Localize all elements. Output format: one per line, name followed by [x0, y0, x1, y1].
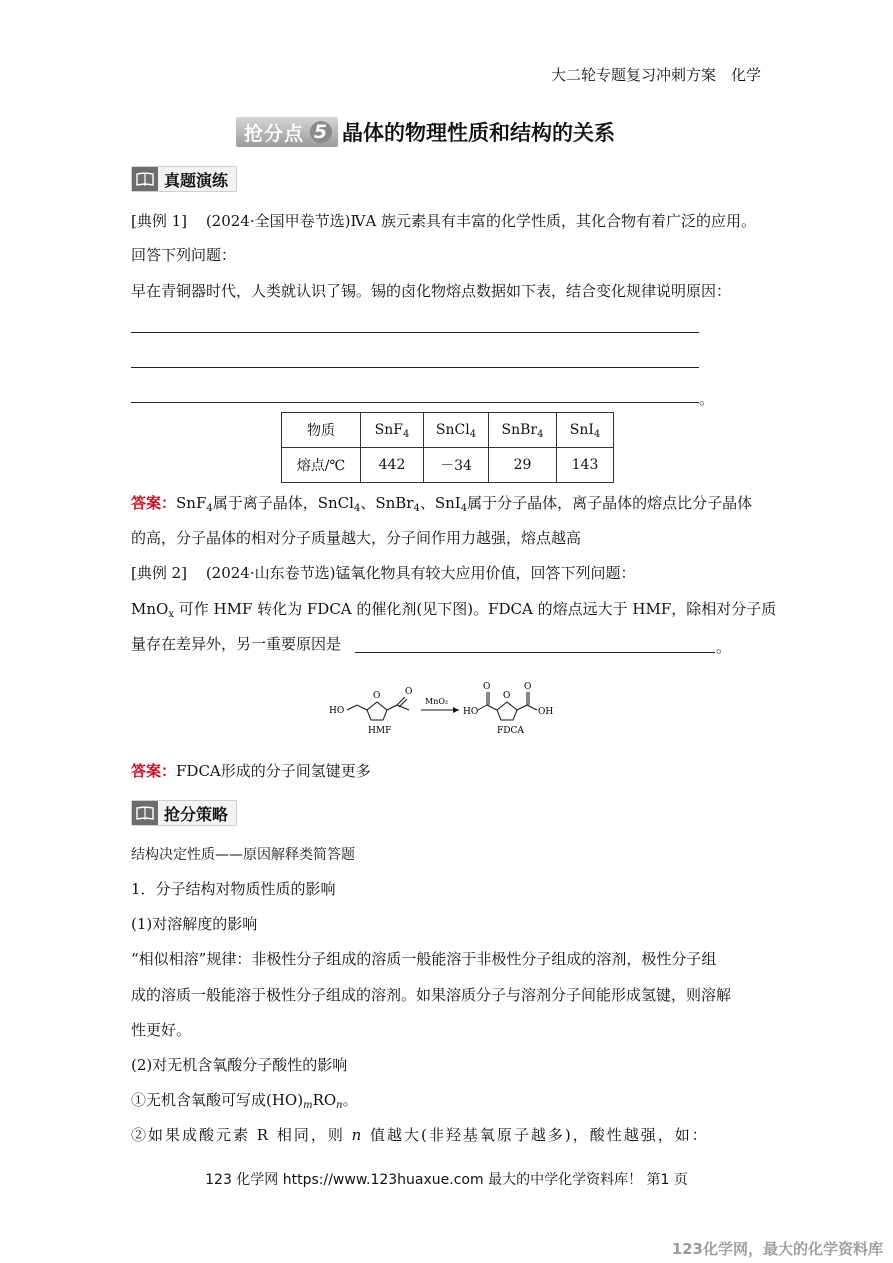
- zhenti-heading: [131, 166, 237, 192]
- table-cell: 442: [361, 448, 424, 483]
- period-mark: 。: [699, 390, 715, 408]
- answer-label: 答案：: [131, 762, 177, 780]
- strategy-item-2: ②如果成酸元素 R 相同，则 n 值越大(非羟基氧原子越多)，酸性越强，如：: [131, 1126, 709, 1144]
- table-cell: －34: [424, 448, 489, 483]
- hmf-label: HMF: [368, 726, 392, 736]
- section-badge: [236, 117, 338, 147]
- answer-blank-2[interactable]: [131, 367, 699, 368]
- celue-heading: [131, 800, 237, 826]
- example1-source: (2024·全国甲卷节选): [205, 212, 351, 230]
- strategy-point-1: 1．分子结构对物质性质的影响: [131, 880, 336, 898]
- answer-blank-4[interactable]: [355, 652, 715, 653]
- table-cell: 143: [557, 448, 614, 483]
- table-cell: SnBr$_4$: [489, 413, 557, 448]
- strategy-text-1: “相似相溶”规律：非极性分子组成的溶质一般能溶于非极性分子组成的溶剂，极性分子组: [131, 950, 717, 968]
- table-row: [282, 413, 614, 448]
- example2-intro: 锰氧化物具有较大应用价值，回答下列问题：: [335, 564, 636, 582]
- hmf-aldehyde-o: O: [405, 687, 413, 697]
- strategy-sub-1: (1)对溶解度的影响: [131, 915, 258, 933]
- strategy-item-1: ①无机含氧酸可写成$(HO)_mRO_n$。: [131, 1091, 358, 1111]
- answer-blank-1[interactable]: [131, 332, 699, 333]
- answer1-line1: 答案：SnF$_4$属于离子晶体，SnCl$_4$、SnBr$_4$、SnI$_4$属于分子晶体，离子晶体的熔点比分子晶体: [131, 494, 753, 514]
- strategy-text-2: 成的溶质一般能溶于极性分子组成的溶剂。如果溶质分子与溶剂分子间能形成氢键，则溶解: [131, 986, 732, 1004]
- strategy-sub-2: (2)对无机含氧酸分子酸性的影响: [131, 1056, 348, 1074]
- hmf-ho-label: HO: [329, 706, 345, 716]
- fdca-o-left: O: [483, 682, 491, 692]
- answer1-line2: 的高，分子晶体的相对分子质量越大，分子间作用力越强，熔点越高: [131, 529, 582, 547]
- fdca-o-right: O: [524, 682, 532, 692]
- book-icon: [132, 167, 158, 191]
- catalyst-label: MnO₂: [425, 697, 449, 706]
- watermark: 123化学网，最大的化学资料库: [671, 1240, 883, 1258]
- example1-line: [131, 211, 756, 231]
- period-mark: 。: [716, 638, 732, 656]
- example1-prompt: 回答下列问题：: [131, 246, 237, 264]
- table-header-cell: 物质: [282, 413, 361, 448]
- example1-tag: [典例 1]: [131, 212, 188, 230]
- answer-blank-3[interactable]: [131, 402, 699, 403]
- celue-label: 抢分策略: [164, 804, 229, 824]
- answer-label: 答案：: [131, 494, 177, 512]
- example2-tag: [典例 2]: [131, 564, 188, 582]
- melting-point-table: [281, 412, 614, 483]
- example2-question: MnO$_x$ 可作 HMF 转化为 FDCA 的催化剂(见下图)。FDCA 的熔点远大于 HMF，除相对分子质: [131, 600, 777, 620]
- section-title: [236, 117, 615, 147]
- zhenti-label: 真题演练: [164, 170, 229, 190]
- fdca-ho-left: HO: [463, 707, 479, 717]
- example1-question: 早在青铜器时代，人类就认识了锡。锡的卤化物熔点数据如下表，结合变化规律说明原因：: [131, 282, 732, 300]
- book-icon: [132, 801, 158, 825]
- example1-intro: ⅣA 族元素具有丰富的化学性质，其化合物有着广泛的应用。: [350, 212, 757, 230]
- page-footer: 123 化学网 https://www.123huaxue.com 最大的中学化学资料库！ 第1 页: [205, 1172, 688, 1188]
- strategy-text-3: 性更好。: [131, 1021, 192, 1039]
- example2-line: [131, 563, 635, 583]
- table-cell: 29: [489, 448, 557, 483]
- badge-label: 抢分点: [244, 122, 305, 145]
- hmf-ring-o: O: [373, 691, 381, 701]
- fdca-oh-right: OH: [538, 707, 554, 717]
- table-header-cell: 熔点/℃: [282, 448, 361, 483]
- example2-source: (2024·山东卷节选): [205, 564, 336, 582]
- table-cell: SnCl$_4$: [424, 413, 489, 448]
- table-cell: SnI$_4$: [557, 413, 614, 448]
- badge-number: 5: [310, 121, 332, 143]
- example2-question-line2: 量存在差异外，另一重要原因是: [131, 635, 342, 653]
- answer2-line: 答案：FDCA形成的分子间氢键更多: [131, 762, 371, 780]
- reaction-scheme: [325, 674, 575, 744]
- page-header: 大二轮专题复习冲刺方案 化学: [550, 66, 761, 84]
- fdca-ring-o: O: [503, 691, 511, 701]
- table-cell: SnF$_4$: [361, 413, 424, 448]
- strategy-title: 结构决定性质——原因解释类简答题: [131, 847, 355, 863]
- section-heading: 晶体的物理性质和结构的关系: [342, 121, 616, 145]
- fdca-label: FDCA: [497, 726, 524, 736]
- table-row: [282, 448, 614, 483]
